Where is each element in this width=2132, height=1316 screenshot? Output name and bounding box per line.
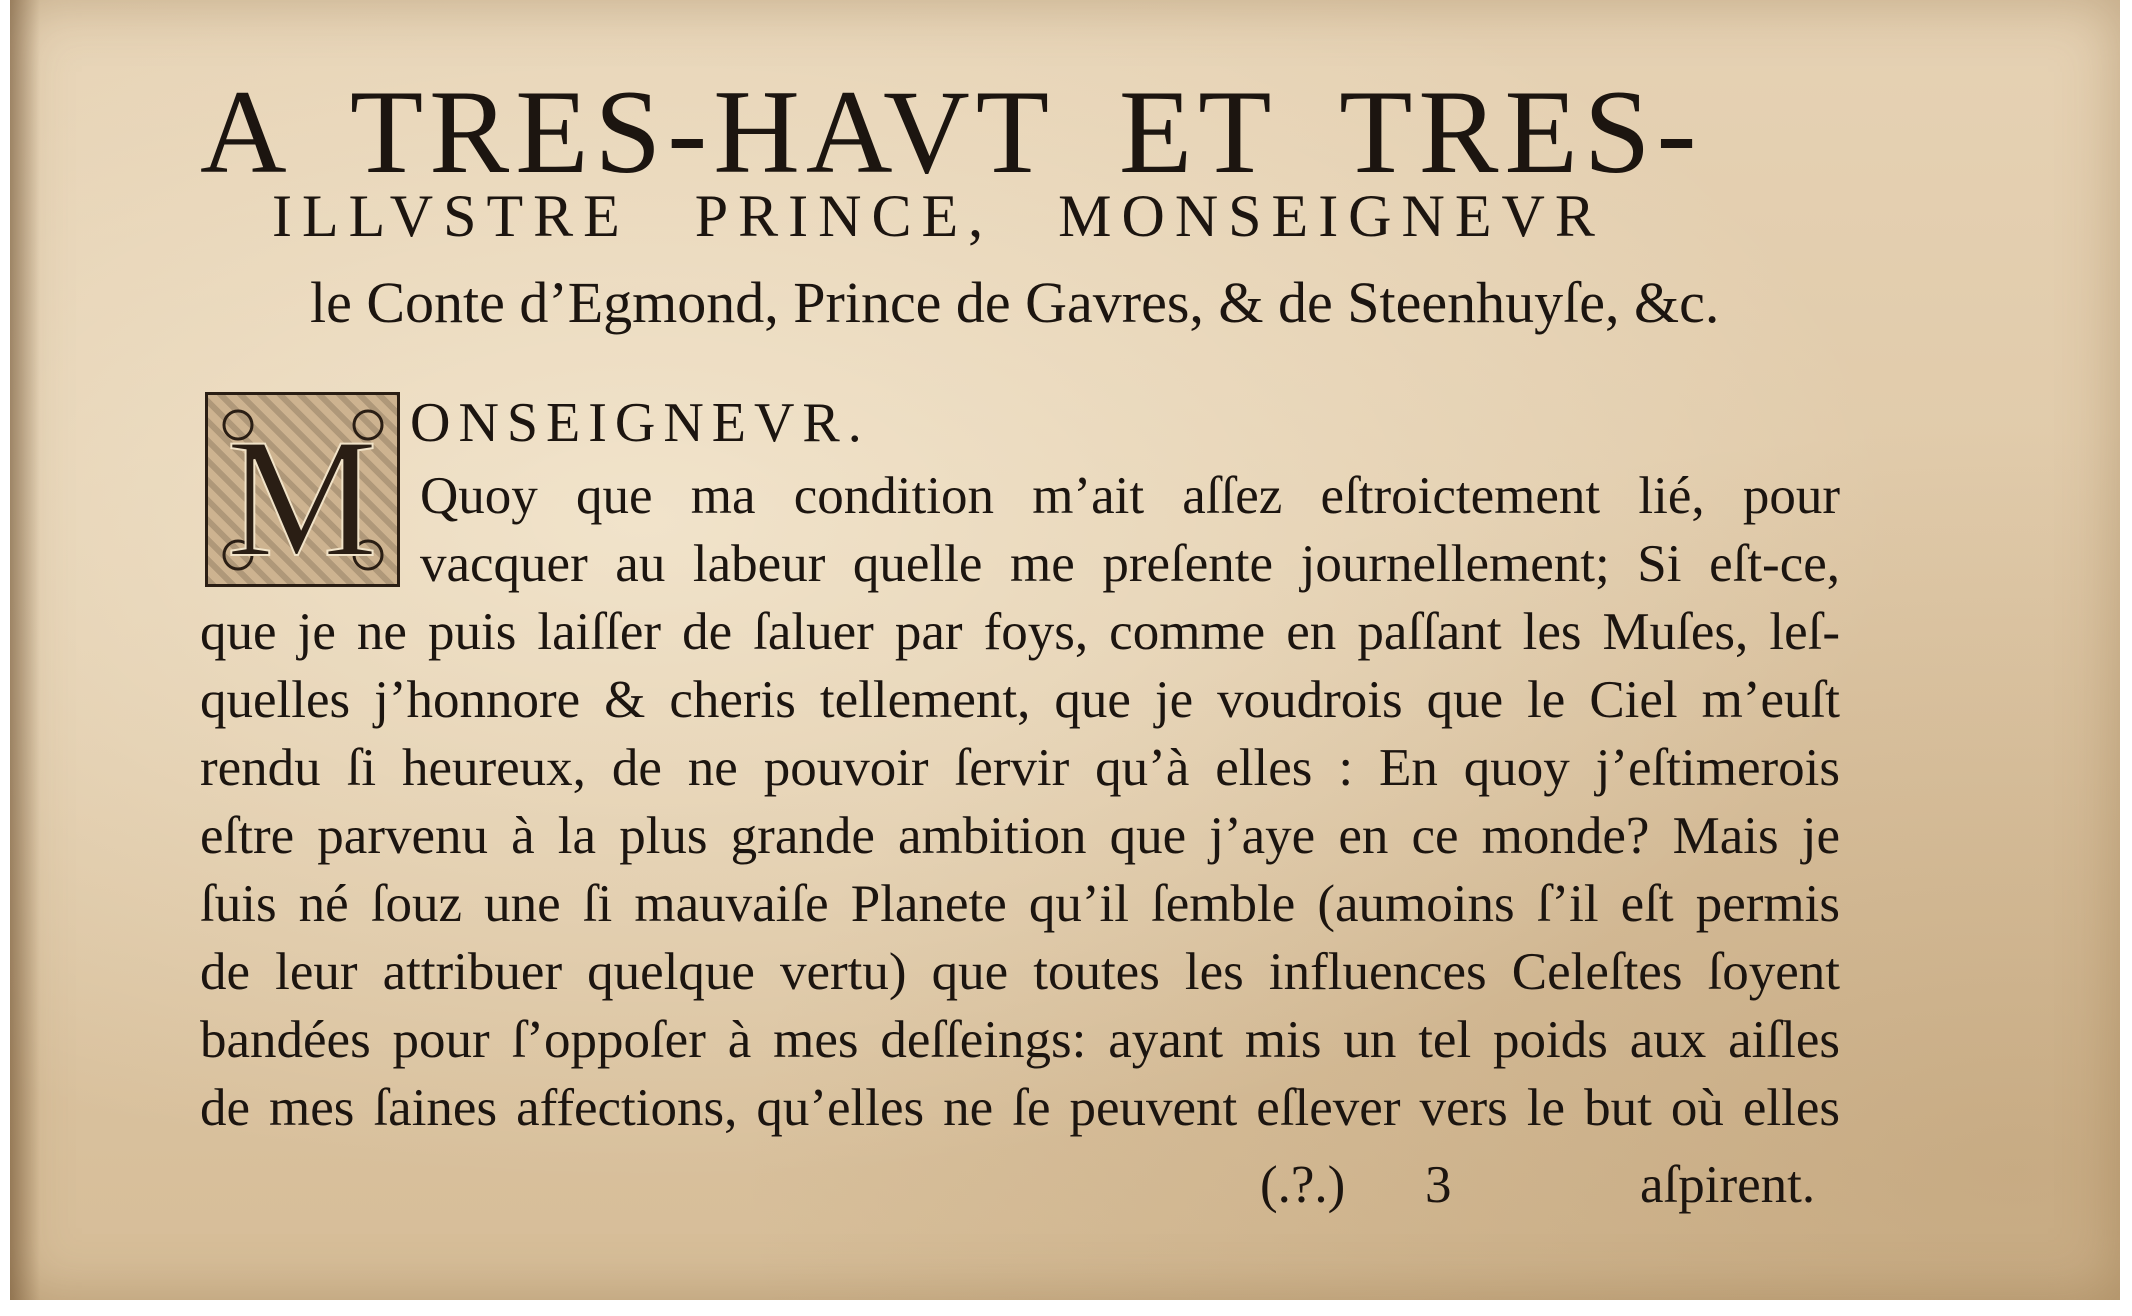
initial-letter: M [226, 404, 378, 584]
salutation: ONSEIGNEVR. [410, 392, 870, 454]
body-line-9: bandées pour ſ’oppoſer à mes deſſeings: ayant mis un tel poids aux aiſles [200, 1011, 1840, 1069]
decorated-initial-ornament [208, 395, 397, 584]
catchword: aſpirent. [1640, 1156, 1816, 1214]
heading-line-2: ILLVSTRE PRINCE, MONSEIGNEVR [272, 183, 1605, 249]
page-gutter-shadow [10, 0, 40, 1300]
heading-line-3: le Conte d’Egmond, Prince de Gavres, & de Steenhuyſe, &c. [310, 270, 1720, 335]
body-line-10: de mes ſaines affections, qu’elles ne ſe peuvent eſlever vers le but où elles [200, 1079, 1840, 1137]
body-line-3: que je ne puis laiſſer de ſaluer par foys, comme en paſſant les Muſes, leſ- [200, 603, 1840, 661]
page-number: 3 [1425, 1156, 1452, 1214]
body-line-6: eſtre parvenu à la plus grande ambition que j’aye en ce monde? Mais je [200, 807, 1840, 865]
body-line-7: ſuis né ſouz une ſi mauvaiſe Planete qu’il ſemble (aumoins ſ’il eſt permis [200, 875, 1840, 933]
body-line-2: vacquer au labeur quelle me preſente journellement; Si eſt-ce, [420, 535, 1840, 593]
book-page [10, 0, 2120, 1300]
body-line-8: de leur attribuer quelque vertu) que toutes les influences Celeſtes ſoyent [200, 943, 1840, 1001]
signature-mark: (.?.) [1260, 1156, 1346, 1214]
heading-line-1: A TRES-HAVT ET TRES- [200, 65, 1703, 198]
body-line-1: Quoy que ma condition m’ait aſſez eſtroictement lié, pour [420, 467, 1840, 525]
body-line-5: rendu ſi heureux, de ne pouvoir ſervir qu’à elles : En quoy j’eſtimerois [200, 739, 1840, 797]
decorated-initial [205, 392, 400, 587]
body-line-4: quelles j’honnore & cheris tellement, que je voudrois que le Ciel m’euſt [200, 671, 1840, 729]
